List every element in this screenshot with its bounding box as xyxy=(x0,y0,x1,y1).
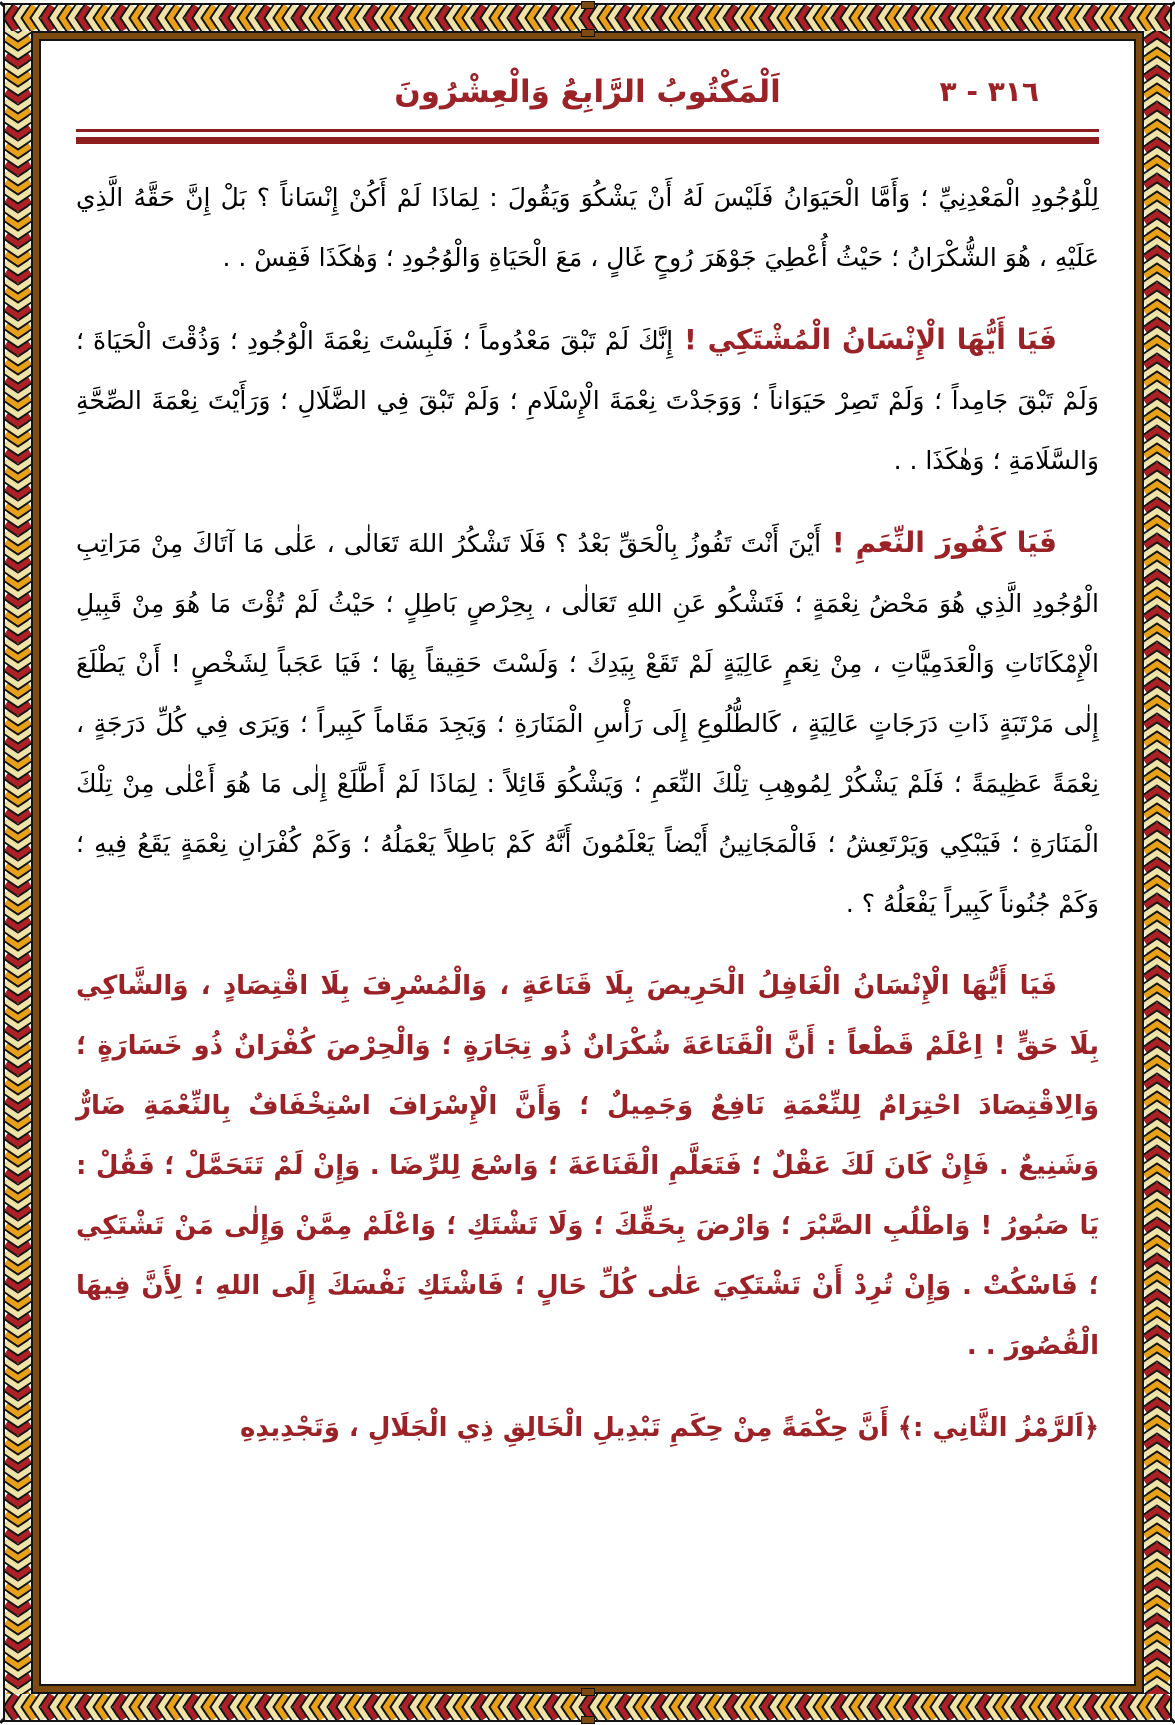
border-chain-left xyxy=(5,31,31,1694)
text-segment-red-body: ﴿اَلرَّمْزُ الثَّانِي :﴾ أَنَّ حِكْمَةً مِنْ حِكَمِ تَبْدِيلِ الْخَالِقِ ذِي الْجَلَالِ ، وَتَجْدِيدِهِ xyxy=(240,1413,1099,1443)
header-rule-thin xyxy=(76,129,1099,132)
page-number: ٣١٦ - ٣ xyxy=(939,75,1039,108)
text-segment-red-body: فَيَا أَيُّهَا الْإِنْسَانُ الْغَافِلُ الْحَرِيصَ بِلَا قَنَاعَةٍ ، وَالْمُسْرِفَ بِلَا اقْتِصَادٍ ، وَالشَّاكِي بِلَا حَقٍّ ! اِعْلَمْ قَطْعاً : أَنَّ الْقَنَاعَةَ شُكْرَانٌ ذُو تِجَارَةٍ ؛ وَالْحِرْصَ كُفْرَانٌ ذُو خَسَارَةٍ ؛ وَالِاقْتِصَادَ احْتِرَامٌ لِلنِّعْمَةِ نَافِعٌ وَجَمِيلٌ ؛ وَأَنَّ الْإِسْرَافَ اسْتِخْفَافٌ بِالنِّعْمَةِ ضَارٌّ وَشَنِيعٌ . فَإِنْ كَانَ لَكَ عَقْلٌ ؛ فَتَعَلَّمِ الْقَنَاعَةَ ؛ وَاسْعَ لِلرِّضَا . وَإِنْ لَمْ تَتَحَمَّلْ ؛ فَقُلْ : يَا صَبُورُ ! وَاطْلُبِ الصَّبْرَ ؛ وَارْضَ بِحَقِّكَ ؛ وَلَا تَشْتَكِ ؛ وَاعْلَمْ مِمَّنْ وَإِلٰى مَنْ تَشْتَكِي ؛ فَاسْكُتْ . وَإِنْ تُرِدْ أَنْ تَشْتَكِيَ عَلٰى كُلِّ حَالٍ ؛ فَاشْتَكِ نَفْسَكَ إِلَى اللهِ ؛ لِأَنَّ فِيهَا الْقُصُورَ . . xyxy=(76,971,1099,1361)
text-segment-black: لِلْوُجُودِ الْمَعْدِنِيِّ ؛ وَأَمَّا الْحَيَوَانُ فَلَيْسَ لَهُ أَنْ يَشْكُوَ وَيَقُولَ : لِمَاذَا لَمْ أَكُنْ إِنْسَاناً ؟ بَلْ إِنَّ حَقَّهُ الَّذِي عَلَيْهِ ، هُوَ الشُّكْرَانُ ؛ حَيْثُ أُعْطِيَ جَوْهَرَ رُوحٍ غَالٍ ، مَعَ الْحَيَاةِ وَالْوُجُودِ ؛ وَهٰكَذَا فَقِسْ . . xyxy=(76,183,1099,272)
text-segment-red: فَيَا كَفُورَ النِّعَمِ ! xyxy=(821,526,1058,559)
frame-joint xyxy=(581,1,595,9)
page-content xyxy=(43,43,1132,1682)
text-segment-black: إِنَّكَ لَمْ تَبْقَ مَعْدُوماً ؛ فَلَبِسْتَ نِعْمَةَ الْوُجُودِ ؛ وَذُقْتَ الْحَيَاةَ ؛ وَلَمْ تَبْقَ جَامِداً ؛ وَلَمْ تَصِرْ حَيَوَاناً ؛ وَوَجَدْتَ نِعْمَةَ الْإِسْلَامِ ؛ وَلَمْ تَبْقَ فِي الضَّلَالِ ؛ وَرَأَيْتَ نِعْمَةَ الصِّحَّةِ وَالسَّلَامَةِ ؛ وَهٰكَذَا . . xyxy=(76,326,1099,475)
page-title: اَلْمَكْتُوبُ الرَّابِعُ وَالْعِشْرُونَ xyxy=(394,74,781,110)
body-paragraph xyxy=(76,513,1099,934)
border-chain-right xyxy=(1144,31,1170,1694)
frame-joint xyxy=(581,1716,595,1724)
text-segment-black: أَيْنَ أَنْتَ تَفُوزُ بِالْحَقِّ بَعْدُ ؟ فَلَا تَشْكُرُ اللهَ تَعَالٰى ، عَلٰى مَا آتَاكَ مِنْ مَرَاتِبِ الْوُجُودِ الَّذِي هُوَ مَحْضُ نِعْمَةٍ ؛ فَتَشْكُو عَنِ اللهِ تَعَالٰى ، بِحِرْصٍ بَاطِلٍ ؛ حَيْثُ لَمْ تُؤْتَ مَا هُوَ مِنْ قَبِيلِ الْإِمْكَانَاتِ وَالْعَدَمِيَّاتِ ، مِنْ نِعَمٍ عَالِيَةٍ لَمْ تَقَعْ بِيَدِكَ ؛ وَلَسْتَ حَقِيقاً بِهَا ؛ فَيَا عَجَباً لِشَخْصٍ ! أَنْ يَطْلَعَ إِلٰى مَرْتَبَةٍ ذَاتِ دَرَجَاتٍ عَالِيَةٍ ، كَالطُّلُوعِ إِلَى رَأْسِ الْمَنَارَةِ ؛ وَيَجِدَ مَقَاماً كَبِيراً ؛ وَيَرَى فِي كُلِّ دَرَجَةٍ ، نِعْمَةً عَظِيمَةً ؛ فَلَمْ يَشْكُرْ لِمُوهِبِ تِلْكَ النِّعَمِ ؛ وَيَشْكُوَ قَائِلاً : لِمَاذَا لَمْ أَطَّلَعْ إِلٰى مَا هُوَ أَعْلٰى مِنْ تِلْكَ الْمَنَارَةِ ؛ فَيَبْكِي وَيَرْتَعِشُ ؛ فَالْمَجَانِينُ أَيْضاً يَعْلَمُونَ أَنَّهُ كَمْ بَاطِلاً يَعْمَلُهُ ؛ وَكَمْ كُفْرَانِ نِعْمَةٍ يَقَعُ فِيهِ ؛ وَكَمْ جُنُوناً كَبِيراً يَفْعَلُهُ ؟ . xyxy=(76,529,1099,918)
page-header xyxy=(76,67,1099,117)
frame-joint xyxy=(581,29,595,37)
body-paragraph xyxy=(76,956,1099,1376)
header-rule-thick xyxy=(76,137,1099,144)
body-paragraph xyxy=(76,310,1099,491)
body-paragraph xyxy=(76,1398,1099,1458)
body-text xyxy=(76,168,1099,1458)
chain-pattern-icon xyxy=(5,31,31,1694)
text-segment-red: فَيَا أَيُّهَا الْإِنْسَانُ الْمُشْتَكِي ! xyxy=(673,323,1057,356)
chain-pattern-icon xyxy=(1144,31,1170,1694)
body-paragraph xyxy=(76,168,1099,288)
frame-joint xyxy=(581,1688,595,1696)
